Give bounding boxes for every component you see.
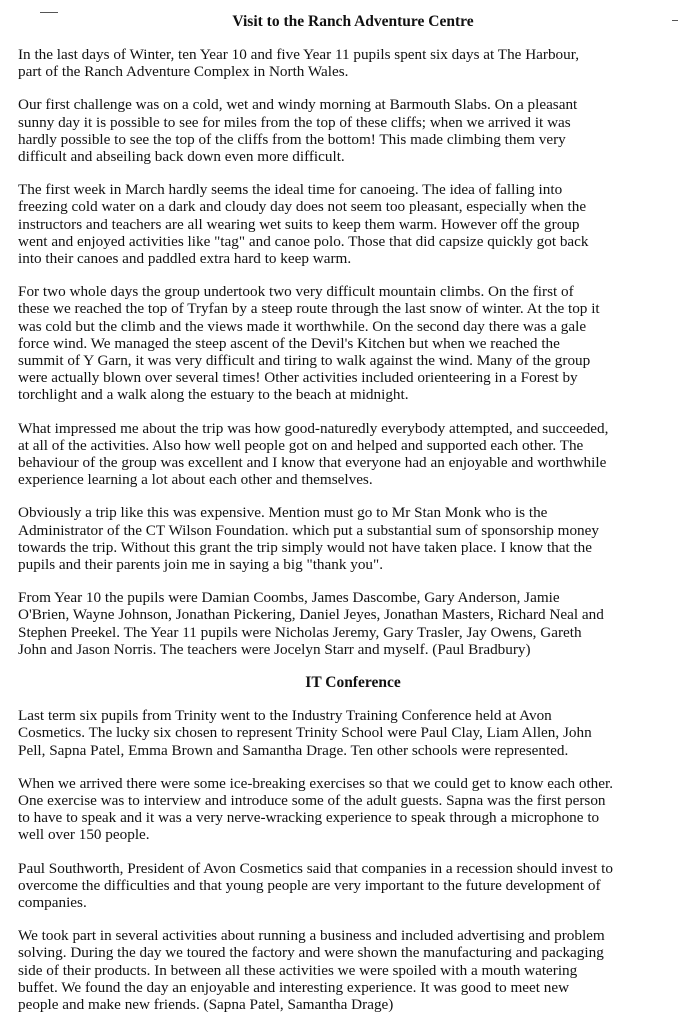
- text-line: difficult and abseiling back down even more difficult.: [18, 148, 345, 166]
- text-line: at all of the activities. Also how well people got on and helped and supported each other. The: [18, 436, 584, 454]
- text-line: behaviour of the group was excellent and I know that everyone had an enjoyable and worthwhile: [18, 454, 607, 472]
- text-line: Paul Southworth, President of Avon Cosmetics said that companies in a recession should invest to: [18, 859, 613, 877]
- text-line: The first week in March hardly seems the ideal time for canoeing. The idea of falling into: [18, 181, 563, 199]
- text-line: One exercise was to interview and introduce some of the adult guests. Sapna was the first person: [18, 791, 606, 809]
- text-line: From Year 10 the pupils were Damian Coombs, James Dascombe, Gary Anderson, Jamie: [18, 589, 560, 607]
- text-line: summit of Y Garn, it was very difficult and tiring to walk against the wind. Many of the group: [18, 352, 591, 370]
- text-line: Cosmetics. The lucky six chosen to represent Trinity School were Paul Clay, Liam Allen, John: [18, 724, 592, 742]
- text-line: In the last days of Winter, ten Year 10 and five Year 11 pupils spent six days at The Harbour,: [18, 46, 579, 63]
- text-line: towards the trip. Without this grant the trip simply would not have taken place. I know that the: [18, 538, 593, 556]
- article-title: IT Conference: [305, 674, 401, 692]
- article-title: Visit to the Ranch Adventure Centre: [232, 13, 474, 30]
- paragraph: [18, 589, 688, 658]
- text-line: instructors and teachers are all wearing wet suits to keep them warm. However off the group: [18, 215, 580, 233]
- paragraph: [18, 96, 688, 165]
- text-line: went and enjoyed activities like "tag" and canoe polo. Those that did capsize quickly got back: [18, 232, 589, 250]
- paragraph: [18, 46, 688, 80]
- text-line: solving. During the day we toured the factory and were shown the manufacturing and packaging: [18, 944, 604, 962]
- text-line: John and Jason Norris. The teachers were Jocelyn Starr and myself. (Paul Bradbury): [18, 640, 531, 658]
- text-line: Pell, Sapna Patel, Emma Brown and Samantha Drage. Ten other schools were represented.: [18, 741, 569, 759]
- paragraph: [18, 283, 688, 403]
- paragraph: [18, 181, 688, 267]
- text-line: freezing cold water on a dark and cloudy day does not seem too pleasant, especially when the: [18, 198, 587, 216]
- text-line: side of their products. In between all these activities we were spoiled with a mouth watering: [18, 961, 578, 979]
- text-line: into their canoes and paddled extra hard to keep warm.: [18, 250, 352, 268]
- article-body: [18, 707, 688, 1013]
- text-line: sunny day it is possible to see for miles from the top of these cliffs; when we arrived it was: [18, 113, 571, 131]
- document-page: [18, 13, 688, 1029]
- paragraph: [18, 707, 688, 759]
- text-line: buffet. We found the day an enjoyable and interesting experience. It was good to meet new: [18, 978, 570, 996]
- text-line: people and make new friends. (Sapna Patel, Samantha Drage): [18, 995, 394, 1013]
- text-line: experience learning a lot about each other and themselves.: [18, 471, 373, 489]
- text-line: force wind. We managed the steep ascent of the Devil's Kitchen but when we reached the: [18, 334, 560, 352]
- text-line: Obviously a trip like this was expensive. Mention must go to Mr Stan Monk who is the: [18, 504, 548, 522]
- text-line: Administrator of the CT Wilson Foundation. which put a substantial sum of sponsorship money: [18, 521, 599, 539]
- paragraph: [18, 420, 688, 489]
- text-line: For two whole days the group undertook two very difficult mountain climbs. On the first of: [18, 283, 574, 301]
- text-line: What impressed me about the trip was how good-naturedly everybody attempted, and succeeded,: [18, 419, 609, 437]
- text-line: overcome the difficulties and that young people are very important to the future development of: [18, 876, 601, 894]
- text-line: torchlight and a walk along the estuary to the beach at midnight.: [18, 386, 409, 404]
- text-line: Last term six pupils from Trinity went to the Industry Training Conference held at Avon: [18, 707, 552, 725]
- paragraph: [18, 860, 688, 912]
- paragraph: [18, 504, 688, 573]
- text-line: were actually blown over several times! Other activities included orienteering in a Forest by: [18, 369, 578, 387]
- text-line: When we arrived there were some ice-breaking exercises so that we could get to know each other.: [18, 774, 614, 792]
- text-line: these we reached the top of Tryfan by a steep route through the last snow of winter. At the top it: [18, 300, 600, 318]
- text-line: We took part in several activities about running a business and included advertising and problem: [18, 927, 605, 945]
- text-line: to have to speak and it was a very nerve-wracking experience to speak through a microphone to: [18, 809, 600, 827]
- text-line: was cold but the climb and the views made it worthwhile. On the second day there was a gale: [18, 317, 587, 335]
- paragraph: [18, 775, 688, 844]
- text-line: part of the Ranch Adventure Complex in North Wales.: [18, 63, 349, 81]
- paragraph: [18, 927, 688, 1013]
- text-line: Stephen Preekel. The Year 11 pupils were Nicholas Jeremy, Gary Trasler, Jay Owens, Gareth: [18, 623, 582, 641]
- text-line: companies.: [18, 893, 87, 911]
- text-line: Our first challenge was on a cold, wet and windy morning at Barmouth Slabs. On a pleasant: [18, 96, 578, 114]
- text-line: O'Brien, Wayne Johnson, Jonathan Pickering, Daniel Jeyes, Jonathan Masters, Richard Neal and: [18, 606, 604, 624]
- text-line: well over 150 people.: [18, 826, 150, 844]
- article-body: [18, 46, 688, 658]
- text-line: pupils and their parents join me in saying a big "thank you".: [18, 556, 384, 574]
- text-line: hardly possible to see the top of the cliffs from the bottom! This made climbing them very: [18, 130, 566, 148]
